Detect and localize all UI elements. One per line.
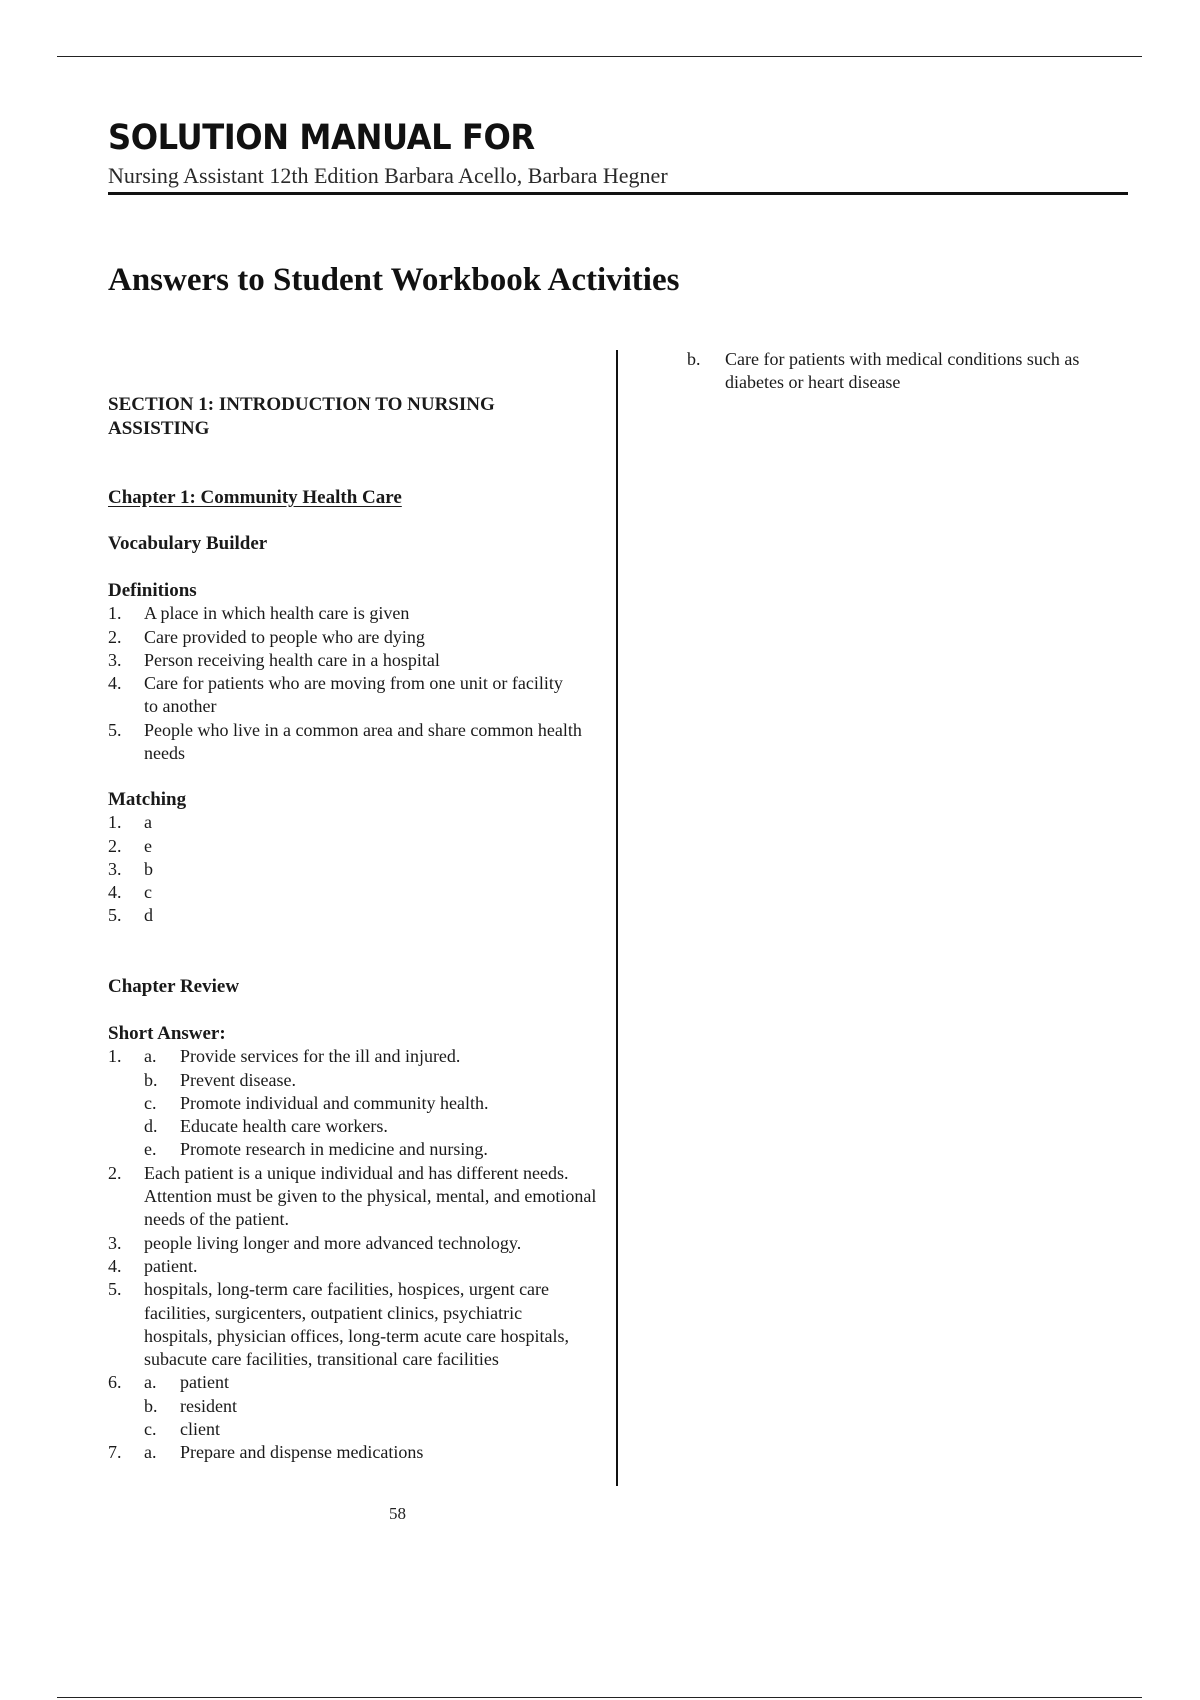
manual-subtitle: Nursing Assistant 12th Edition Barbara Acello, Barbara Hegner (108, 163, 668, 188)
header-rule (108, 192, 1128, 195)
list-item: b. Prevent disease. (144, 1069, 296, 1090)
list-item: 2. Each patient is a unique individual and has different needs. Attention must be given to the physical, mental, and emotional needs of the patient. (108, 1162, 597, 1230)
chapter-title: Chapter 1: Community Health Care (108, 487, 402, 508)
short-answer-heading: Short Answer: (108, 1023, 226, 1044)
list-item: 7. a. Prepare and dispense medications (108, 1442, 424, 1463)
column-divider (616, 350, 618, 1486)
bottom-rule (57, 1697, 1142, 1698)
page-heading: Answers to Student Workbook Activities (108, 262, 680, 298)
list-item: 5. hospitals, long-term care facilities, hospices, urgent care facilities, surgicenters, outpatient clinics, psychiatric hospitals, physician offices, long-term acute care hospitals, subacute care facilities, transitional care facilities (108, 1279, 570, 1370)
list-item: b. resident (144, 1395, 237, 1416)
list-item: 1. A place in which health care is given (108, 603, 410, 624)
list-item: c. Promote individual and community health. (144, 1092, 489, 1113)
list-item: 4. c (108, 882, 152, 903)
top-rule (57, 56, 1142, 57)
manual-title: SOLUTION MANUAL FOR (108, 118, 535, 158)
definitions-list (108, 602, 598, 765)
matching-block (108, 788, 598, 928)
list-item: b. Care for patients with medical conditions such as diabetes or heart disease (687, 349, 1080, 393)
section-title (108, 393, 598, 441)
matching-heading: Matching (108, 789, 187, 810)
list-item: 3. people living longer and more advanced technology. (108, 1232, 522, 1253)
list-item: 1. a. Provide services for the ill and injured. (108, 1046, 461, 1067)
page-number: 58 (389, 1504, 406, 1523)
list-item: 2. e (108, 835, 152, 856)
list-item: 5. d (108, 905, 153, 926)
list-item: e. Promote research in medicine and nursing. (144, 1139, 488, 1160)
section-title-line1: SECTION 1: INTRODUCTION TO NURSING (108, 394, 495, 415)
short-answer-block (108, 1022, 598, 1465)
chapter-review-heading: Chapter Review (108, 976, 240, 997)
list-item: 3. b (108, 858, 153, 879)
definitions-heading: Definitions (108, 580, 197, 601)
list-item: 3. Person receiving health care in a hospital (108, 649, 440, 670)
list-item: 6. a. patient (108, 1372, 229, 1393)
definitions-block (108, 579, 598, 765)
matching-list (108, 811, 598, 927)
right-column (687, 348, 1127, 395)
list-item: 1. a (108, 812, 152, 833)
list-item: c. client (144, 1419, 220, 1440)
section-title-line2: ASSISTING (108, 418, 210, 439)
list-item: 2. Care provided to people who are dying (108, 626, 425, 647)
list-item: 4. Care for patients who are moving from one unit or facility to another (108, 673, 563, 717)
vocabulary-builder-heading: Vocabulary Builder (108, 533, 268, 554)
list-item: d. Educate health care workers. (144, 1116, 388, 1137)
list-item: 4. patient. (108, 1255, 198, 1276)
list-item: 5. People who live in a common area and share common health needs (108, 719, 582, 764)
